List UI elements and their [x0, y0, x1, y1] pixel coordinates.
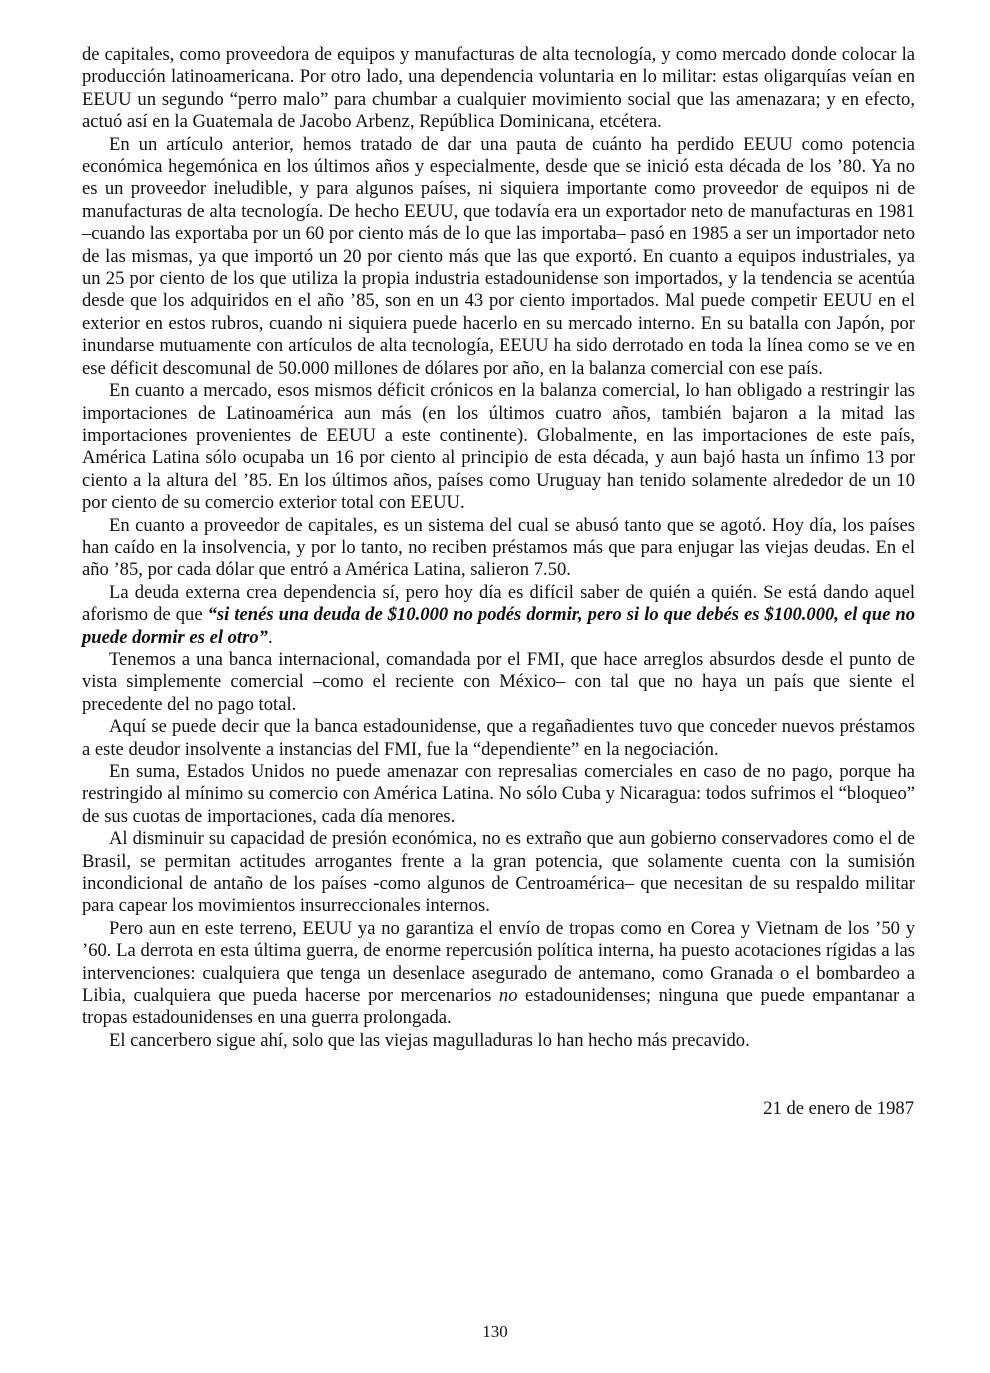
- paragraph-7: Aquí se puede decir que la banca estadounidense, que a regañadientes tuvo que conceder nuevos préstamos a este deudor insolvente a instancias del FMI, fue la “dependiente” en la negociación.: [82, 716, 915, 760]
- paragraph-1: de capitales, como proveedora de equipos y manufacturas de alta tecnología, y como mercado donde colocar la producción latinoamericana. Por otro lado, una dependencia voluntaria en lo militar: estas oligarquías veían en EEUU un segundo “perro malo” para chumbar a cualquier movimiento social que las amenazara; y en efecto, actuó así en la Guatemala de Jacobo Arbenz, República Dominicana, etcétera.: [82, 44, 915, 133]
- document-date: 21 de enero de 1987: [763, 1098, 914, 1119]
- paragraph-4: En cuanto a proveedor de capitales, es un sistema del cual se abusó tanto que se agotó. Hoy día, los países han caído en la insolvencia, y por lo tanto, no reciben préstamos más que para enjugar las viejas deudas. En el año ’85, por cada dólar que entró a América Latina, salieron 7.50.: [82, 514, 915, 581]
- paragraph-10-text: Pero aun en este terreno, EEUU ya no garantiza el envío de tropas como en Corea y Vietnam de los ’50 y ’60. La derrota en esta última guerra, de enorme repercusión política interna, ha puesto acotaciones rígidas a las intervenciones: cualquiera que tenga un desenlace asegurado de antemano, como Granada o el bombardeo a Libia, cualquiera que pueda hacerse por mercenarios: [82, 917, 915, 1007]
- aphorism-end: .: [267, 626, 273, 648]
- paragraph-10: [82, 918, 915, 1030]
- paragraph-9: Al disminuir su capacidad de presión económica, no es extraño que aun gobierno conservadores como el de Brasil, se permitan actitudes arrogantes frente a la gran potencia, que solamente cuenta con la sumisión incondicional de antaño de los países -como algunos de Centroamérica– que necesitan de su respaldo militar para capear los movimientos insurreccionales internos.: [82, 828, 915, 917]
- paragraph-3: En cuanto a mercado, esos mismos déficit crónicos en la balanza comercial, lo han obligado a restringir las importaciones de Latinoamérica aun más (en los últimos cuatro años, también bajaron a la mitad las importaciones provenientes de EEUU a este continente). Globalmente, en las importaciones de este país, América Latina sólo ocupaba un 16 por ciento al principio de esta década, y aun bajó hasta un ínfimo 13 por ciento a la altura del ’85. En los últimos años, países como Uruguay han tenido solamente alrededor de un 10 por ciento de su comercio exterior total con EEUU.: [82, 380, 915, 514]
- document-body: [82, 44, 915, 1052]
- paragraph-5: [82, 582, 915, 649]
- paragraph-2: En un artículo anterior, hemos tratado de dar una pauta de cuánto ha perdido EEUU como potencia económica hegemónica en los últimos años y especialmente, desde que se inició esta década de los ’80. Ya no es un proveedor ineludible, y para algunos países, ni siquiera importante como proveedor de equipos ni de manufacturas de alta tecnología. De hecho EEUU, que todavía era un exportador neto de manufacturas en 1981 –cuando las exportaba por un 60 por ciento más de lo que las importaba– pasó en 1985 a ser un importador neto de las mismas, ya que importó un 20 por ciento más que las que exportó. En cuanto a equipos industriales, ya un 25 por ciento de los que utiliza la propia industria estadounidense son importados, y la tendencia se acentúa desde que los adquiridos en el año ’85, son en un 43 por ciento importados. Mal puede competir EEUU en el exterior en estos rubros, cuando ni siquiera puede hacerlo en su mercado interno. En su batalla con Japón, por inundarse mutuamente con artículos de alta tecnología, EEUU ha sido derrotado en toda la línea como se ve en ese déficit descomunal de 50.000 millones de dólares por año, en la balanza comercial con ese país.: [82, 133, 915, 379]
- mercenaries-emphasis: no: [498, 985, 518, 1007]
- aphorism-quote: “si tenés una deuda de $10.000 no podés dormir, pero si lo que debés es $100.000, el que no puede dormir es el otro”: [82, 604, 915, 648]
- page-number: 130: [482, 1322, 508, 1341]
- paragraph-8: En suma, Estados Unidos no puede amenazar con represalias comerciales en caso de no pago, porque ha restringido al mínimo su comercio con América Latina. No sólo Cuba y Nicaragua: todos sufrimos el “bloqueo” de sus cuotas de importaciones, cada día menores.: [82, 761, 915, 827]
- paragraph-10-tail: estadounidenses; ninguna que puede empantanar a tropas estadounidenses en una guerra prolongada.: [82, 985, 915, 1029]
- paragraph-11: El cancerbero sigue ahí, solo que las viejas magulladuras lo han hecho más precavido.: [109, 1029, 750, 1051]
- paragraph-5-text: La deuda externa crea dependencia sí, pero hoy día es difícil saber de quién a quién. Se está dando aquel aforismo de que: [82, 581, 915, 626]
- paragraph-6: Tenemos a una banca internacional, comandada por el FMI, que hace arreglos absurdos desde el punto de vista simplemente comercial –como el reciente con México– con tal que no haya un país que siente el precedente del no pago total.: [82, 648, 915, 715]
